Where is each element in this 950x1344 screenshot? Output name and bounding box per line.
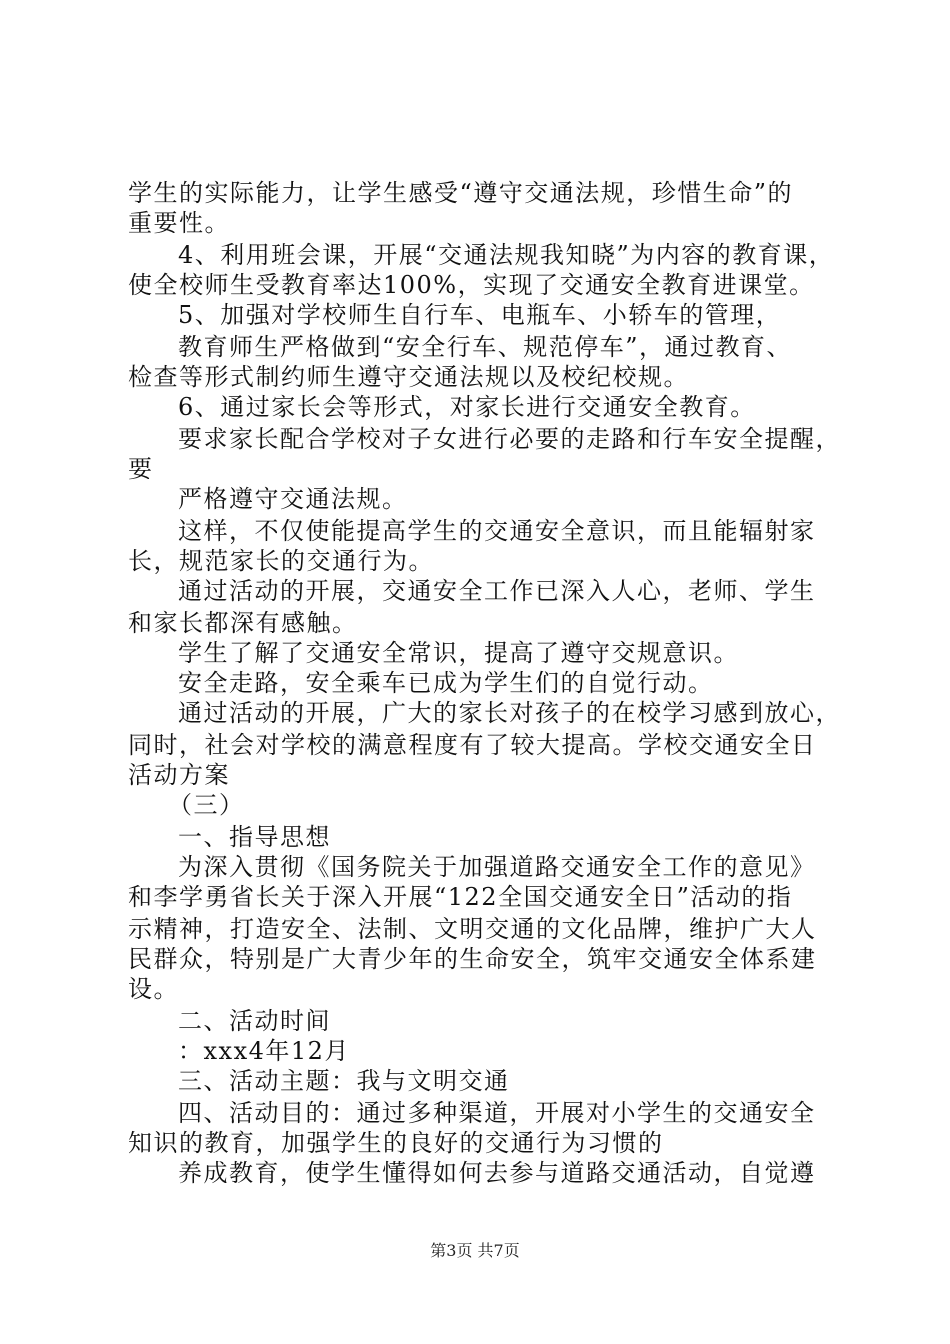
text-line: 要 xyxy=(128,455,154,483)
text-line: ：xxx4年12月 xyxy=(178,1037,350,1065)
text-line: 5、加强对学校师生自行车、电瓶车、小轿车的管理， xyxy=(178,301,782,329)
text-line: 和家长都深有感触。 xyxy=(128,609,358,637)
section-heading: 三、活动主题：我与文明交通 xyxy=(178,1067,510,1095)
text-line: 长，规范家长的交通行为。 xyxy=(128,547,434,575)
text-line: 教育师生严格做到“安全行车、规范停车”，通过教育、 xyxy=(178,333,793,361)
text-line: 6、通过家长会等形式，对家长进行交通安全教育。 xyxy=(178,393,756,421)
text-line: 严格遵守交通法规。 xyxy=(178,485,408,513)
text-line: 为深入贯彻《国务院关于加强道路交通安全工作的意见》 xyxy=(178,853,816,881)
text-line: 民群众，特别是广大青少年的生命安全，筑牢交通安全体系建 xyxy=(128,945,817,973)
text-line: 学生的实际能力，让学生感受“遵守交通法规，珍惜生命”的 xyxy=(128,179,794,207)
page-number-label: 第3页 共7页 xyxy=(430,1241,520,1260)
section-heading: 二、活动时间 xyxy=(178,1007,331,1035)
text-line: 示精神，打造安全、法制、文明交通的文化品牌，维护广大人 xyxy=(128,915,817,943)
text-line: 四、活动目的：通过多种渠道，开展对小学生的交通安全 xyxy=(178,1099,816,1127)
text-line: 养成教育，使学生懂得如何去参与道路交通活动，自觉遵 xyxy=(178,1159,816,1187)
text-line: 知识的教育，加强学生的良好的交通行为习惯的 xyxy=(128,1129,664,1157)
text-line: 安全走路，安全乘车已成为学生们的自觉行动。 xyxy=(178,669,714,697)
text-line: 重要性。 xyxy=(128,209,230,237)
text-line: 通过活动的开展，交通安全工作已深入人心，老师、学生 xyxy=(178,577,816,605)
text-line: 通过活动的开展，广大的家长对孩子的在校学习感到放心， xyxy=(178,699,841,727)
text-line: 使全校师生受教育率达100%，实现了交通安全教育进课堂。 xyxy=(128,271,815,299)
text-line: 要求家长配合学校对子女进行必要的走路和行车安全提醒， xyxy=(178,425,841,453)
text-line: 活动方案 xyxy=(128,761,230,789)
text-line: 和李学勇省长关于深入开展“122全国交通安全日”活动的指 xyxy=(128,883,793,911)
text-line: 学生了解了交通安全常识，提高了遵守交规意识。 xyxy=(178,639,739,667)
text-line: 检查等形式制约师生遵守交通法规以及校纪校规。 xyxy=(128,363,689,391)
text-line: 这样，不仅使能提高学生的交通安全意识，而且能辐射家 xyxy=(178,517,816,545)
text-line: 设。 xyxy=(128,975,179,1003)
section-number: （三） xyxy=(168,791,245,819)
text-line: 4、利用班会课，开展“交通法规我知晓”为内容的教育课， xyxy=(178,241,835,269)
section-heading: 一、指导思想 xyxy=(178,823,331,851)
text-line: 同时，社会对学校的满意程度有了较大提高。学校交通安全日 xyxy=(128,731,817,759)
page-footer xyxy=(0,1240,950,1262)
